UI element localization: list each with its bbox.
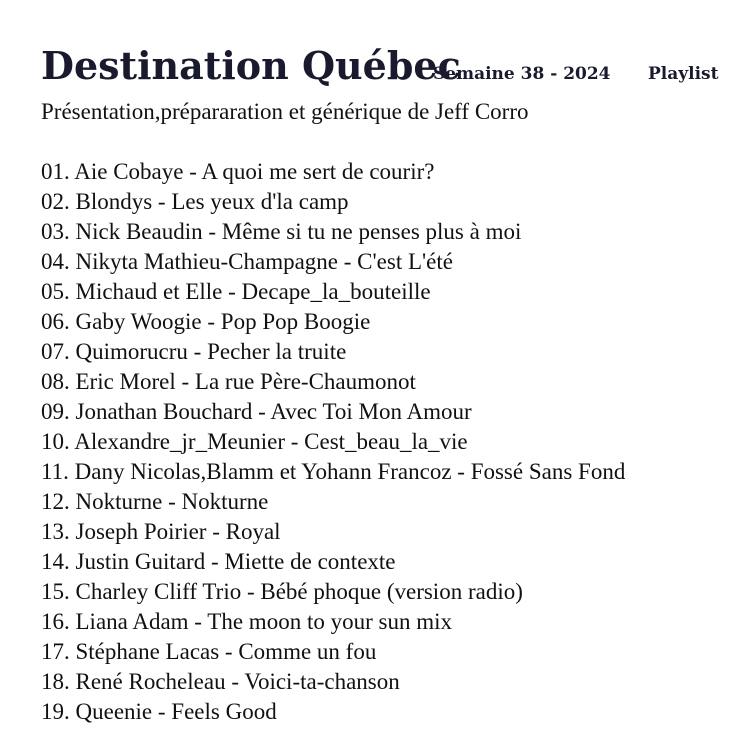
track-item: 01. Aie Cobaye - A quoi me sert de courir? [41, 159, 435, 184]
track-item: 11. Dany Nicolas,Blamm et Yohann Francoz - Fossé Sans Fond [41, 459, 626, 484]
week-label: Semaine 38 - 2024 [433, 64, 611, 84]
track-item: 18. René Rocheleau - Voici-ta-chanson [41, 669, 400, 694]
track-item: 17. Stéphane Lacas - Comme un fou [41, 639, 377, 664]
track-item: 03. Nick Beaudin - Même si tu ne penses plus à moi [41, 219, 522, 244]
track-item: 10. Alexandre_jr_Meunier - Cest_beau_la_vie [41, 429, 468, 454]
track-item: 14. Justin Guitard - Miette de contexte [41, 549, 396, 574]
track-item: 06. Gaby Woogie - Pop Pop Boogie [41, 309, 371, 334]
track-item: 19. Queenie - Feels Good [41, 699, 277, 724]
track-list [41, 157, 625, 727]
track-item: 08. Eric Morel - La rue Père-Chaumonot [41, 369, 416, 394]
track-item: 12. Nokturne - Nokturne [41, 489, 269, 514]
track-item: 09. Jonathan Bouchard - Avec Toi Mon Amour [41, 399, 472, 424]
track-item: 15. Charley Cliff Trio - Bébé phoque (version radio) [41, 579, 523, 604]
show-title: Destination Québec [41, 43, 461, 88]
track-item: 02. Blondys - Les yeux d'la camp [41, 189, 349, 214]
track-item: 07. Quimorucru - Pecher la truite [41, 339, 347, 364]
credits-subtitle: Présentation,prépararation et générique de Jeff Corro [41, 99, 529, 124]
playlist-label: Playlist [648, 64, 719, 84]
track-item: 13. Joseph Poirier - Royal [41, 519, 281, 544]
track-item: 16. Liana Adam - The moon to your sun mix [41, 609, 452, 634]
track-item: 05. Michaud et Elle - Decape_la_bouteille [41, 279, 431, 304]
track-item: 04. Nikyta Mathieu-Champagne - C'est L'été [41, 249, 453, 274]
header [41, 38, 731, 96]
